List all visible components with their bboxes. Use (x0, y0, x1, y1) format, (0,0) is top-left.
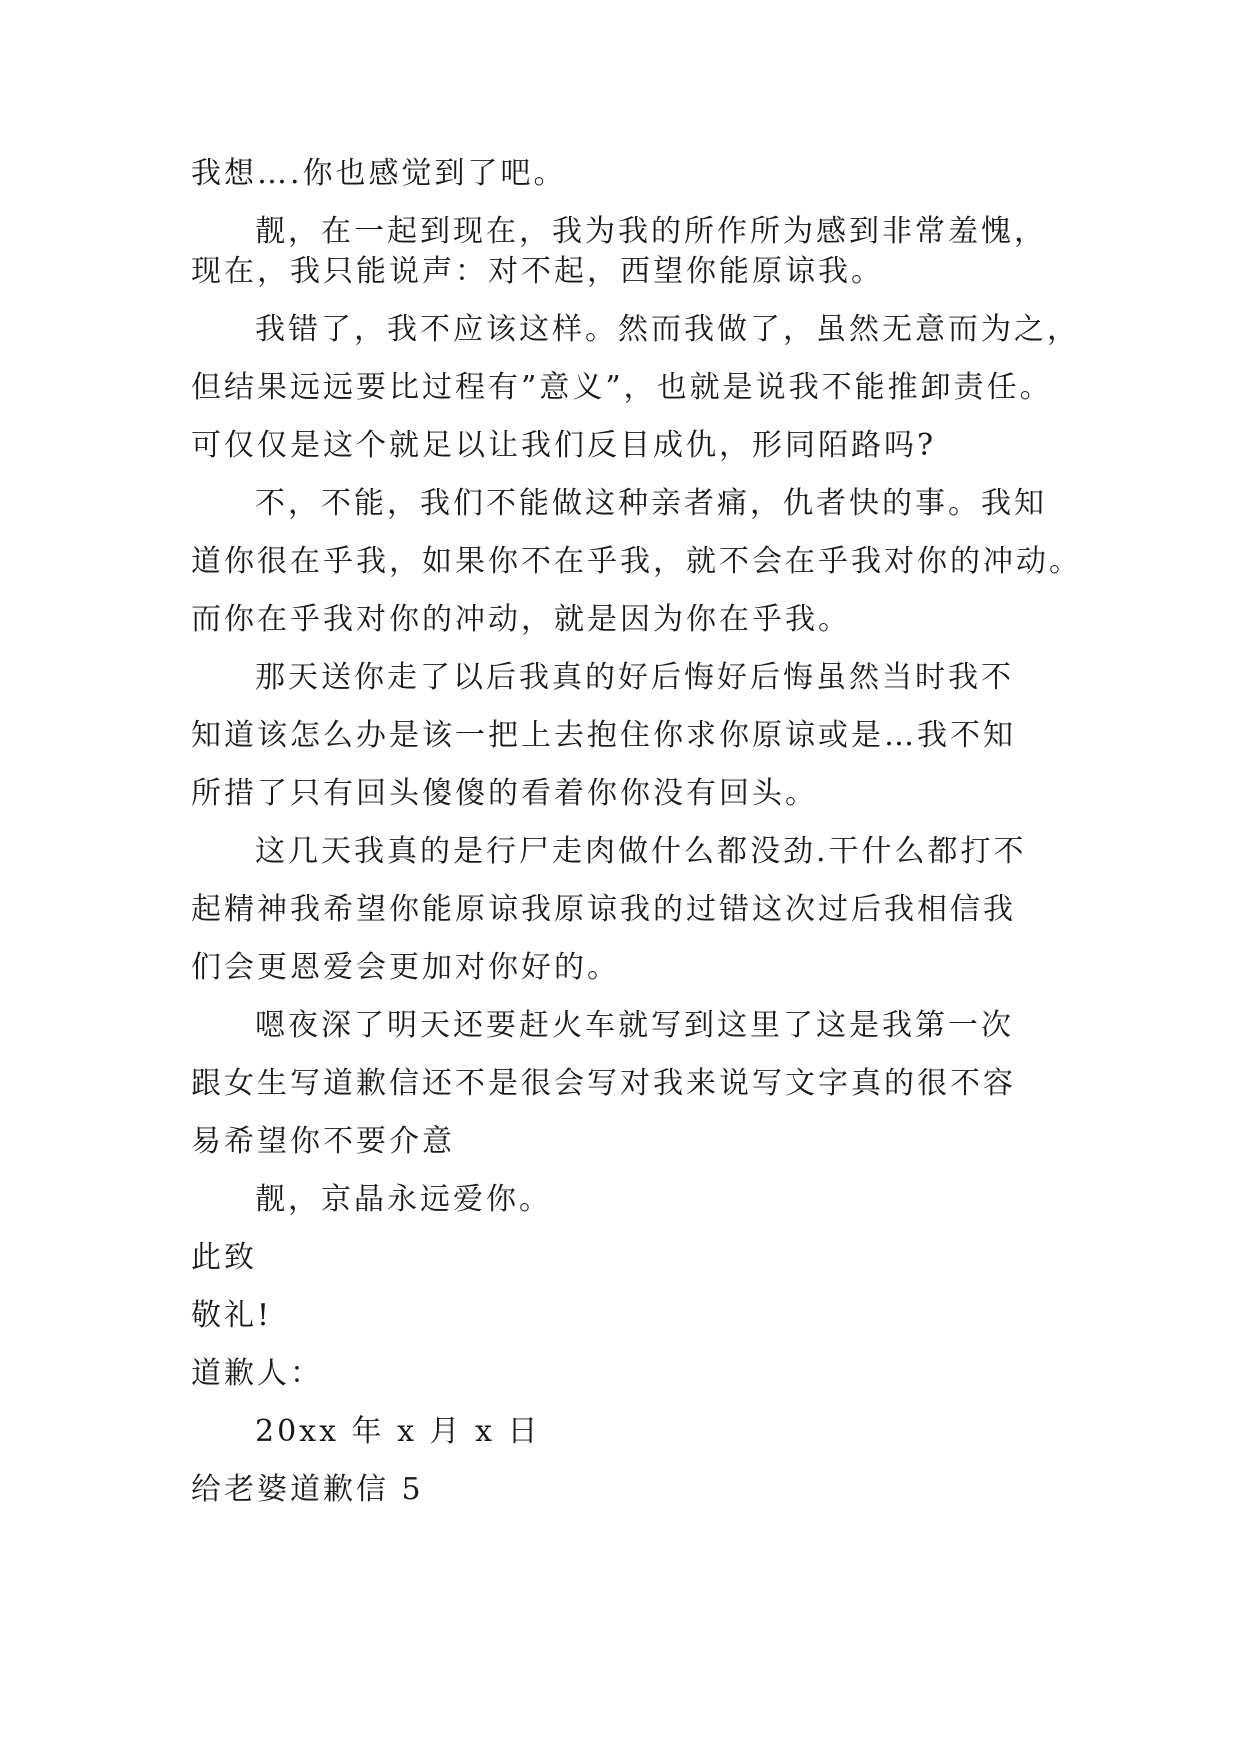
letter-body (191, 154, 1082, 1510)
letter-line: 易希望你不要介意 (191, 1124, 455, 1159)
letter-line: 知道该怎么办是该一把上去抱住你求你原谅或是…我不知 (191, 718, 1016, 753)
date-line: 20xx 年 x 月 x 日 (255, 1414, 541, 1449)
letter-line: 现在，我只能说声：对不起，西望你能原谅我。 (191, 254, 884, 289)
signature-label: 道歉人： (191, 1356, 323, 1391)
salutation-1: 此致 (191, 1240, 257, 1275)
letter-line: 但结果远远要比过程有”意义”，也就是说我不能推卸责任。 (191, 370, 1053, 405)
letter-line: 这几天我真的是行尸走肉做什么都没劲.干什么都打不 (255, 834, 1027, 869)
letter-line: 起精神我希望你能原谅我原谅我的过错这次过后我相信我 (191, 892, 1016, 927)
letter-closing: 靓，京晶永远爱你。 (255, 1182, 552, 1217)
next-section-title: 给老婆道歉信 5 (191, 1472, 424, 1507)
letter-line: 可仅仅是这个就足以让我们反目成仇，形同陌路吗? (191, 428, 937, 463)
letter-line: 不，不能，我们不能做这种亲者痛，仇者快的事。我知 (255, 486, 1047, 521)
letter-line: 我想….你也感觉到了吧。 (191, 156, 567, 191)
letter-line: 而你在乎我对你的冲动，就是因为你在乎我。 (191, 602, 851, 637)
letter-line: 道你很在乎我，如果你不在乎我，就不会在乎我对你的冲动。 (191, 544, 1082, 579)
letter-line: 所措了只有回头傻傻的看着你你没有回头。 (191, 776, 818, 811)
letter-line: 我错了，我不应该这样。然而我做了，虽然无意而为之， (255, 312, 1080, 347)
letter-line: 那天送你走了以后我真的好后悔好后悔虽然当时我不 (255, 660, 1014, 695)
letter-line: 跟女生写道歉信还不是很会写对我来说写文字真的很不容 (191, 1066, 1016, 1101)
salutation-2: 敬礼! (191, 1298, 273, 1333)
letter-line: 靓，在一起到现在，我为我的所作所为感到非常羞愧， (255, 214, 1047, 249)
letter-line: 们会更恩爱会更加对你好的。 (191, 950, 620, 985)
letter-line: 嗯夜深了明天还要赶火车就写到这里了这是我第一次 (255, 1008, 1014, 1043)
